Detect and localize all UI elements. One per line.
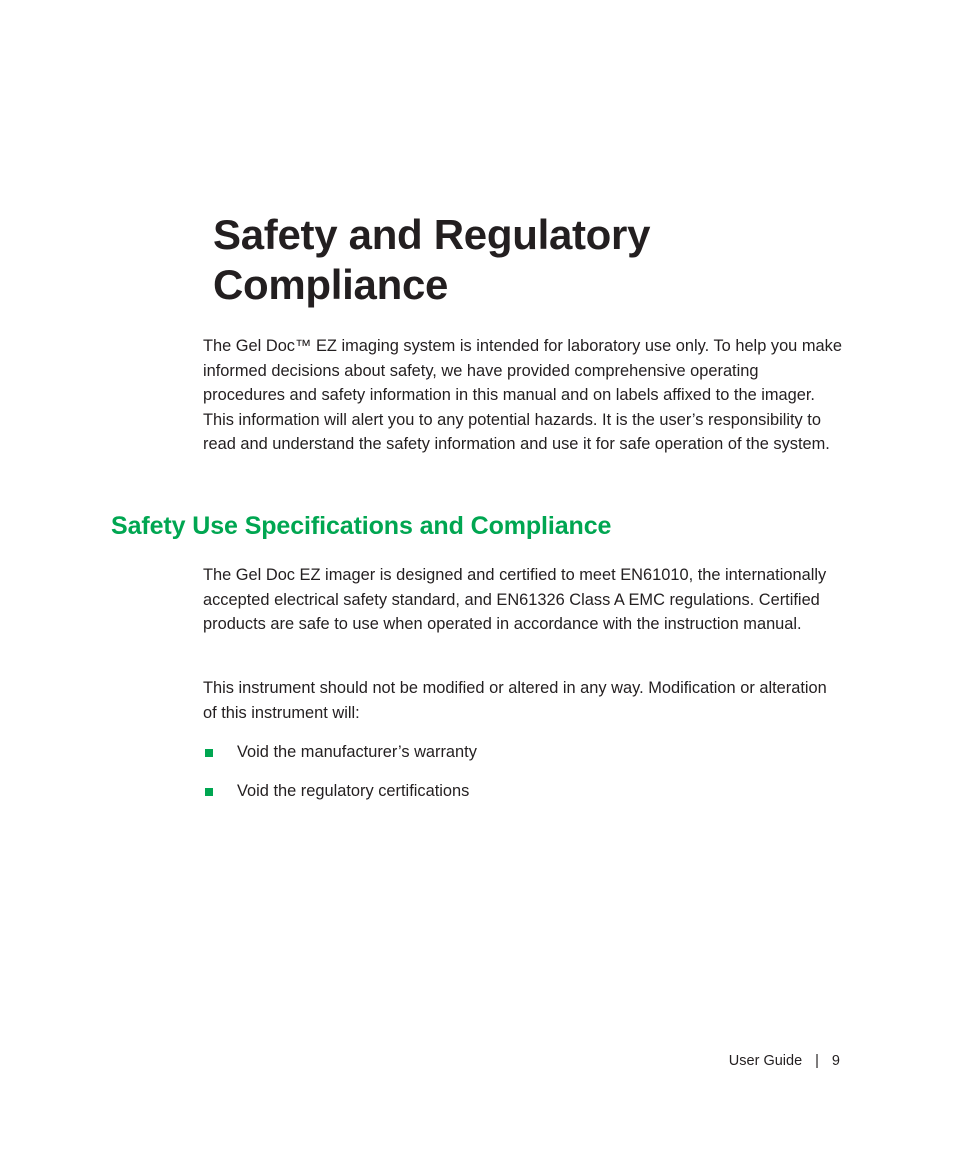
- chapter-title-line-2: Compliance: [213, 261, 449, 308]
- bullet-square-icon: [205, 788, 213, 796]
- intro-paragraph: The Gel Doc™ EZ imaging system is intended for laboratory use only. To help you make informed decisions about safety, we have provided comprehensive operating procedures and safety information in this manual and on labels affixed to the imager. This information will alert you to any potential hazards. It is the user’s responsibility to read and understand the safety information and use it for safe operation of the system.: [203, 337, 842, 454]
- footer-separator: |: [815, 1053, 819, 1069]
- bullet-square-icon: [205, 749, 213, 757]
- compliance-paragraph: The Gel Doc EZ imager is designed and certified to meet EN61010, the internationally accepted electrical safety standard, and EN61326 Class A EMC regulations. Certified products are safe to use when operated in accordance with the instruction manual.: [203, 566, 827, 634]
- chapter-title-line-1: Safety and Regulatory: [213, 211, 651, 258]
- list-item-text: Void the regulatory certifications: [237, 782, 470, 800]
- list-item: [203, 740, 843, 779]
- footer-doc-label: User Guide: [728, 1053, 803, 1069]
- list-item: [203, 779, 843, 818]
- section-heading: Safety Use Specifications and Compliance: [111, 512, 612, 540]
- page-number: 9: [831, 1053, 840, 1069]
- modification-paragraph: This instrument should not be modified or altered in any way. Modification or alteration of this instrument will:: [203, 679, 827, 722]
- chapter-title: [213, 210, 853, 310]
- list-item-text: Void the manufacturer’s warranty: [237, 743, 477, 761]
- consequence-list: [203, 740, 843, 818]
- page-footer: [729, 1051, 840, 1071]
